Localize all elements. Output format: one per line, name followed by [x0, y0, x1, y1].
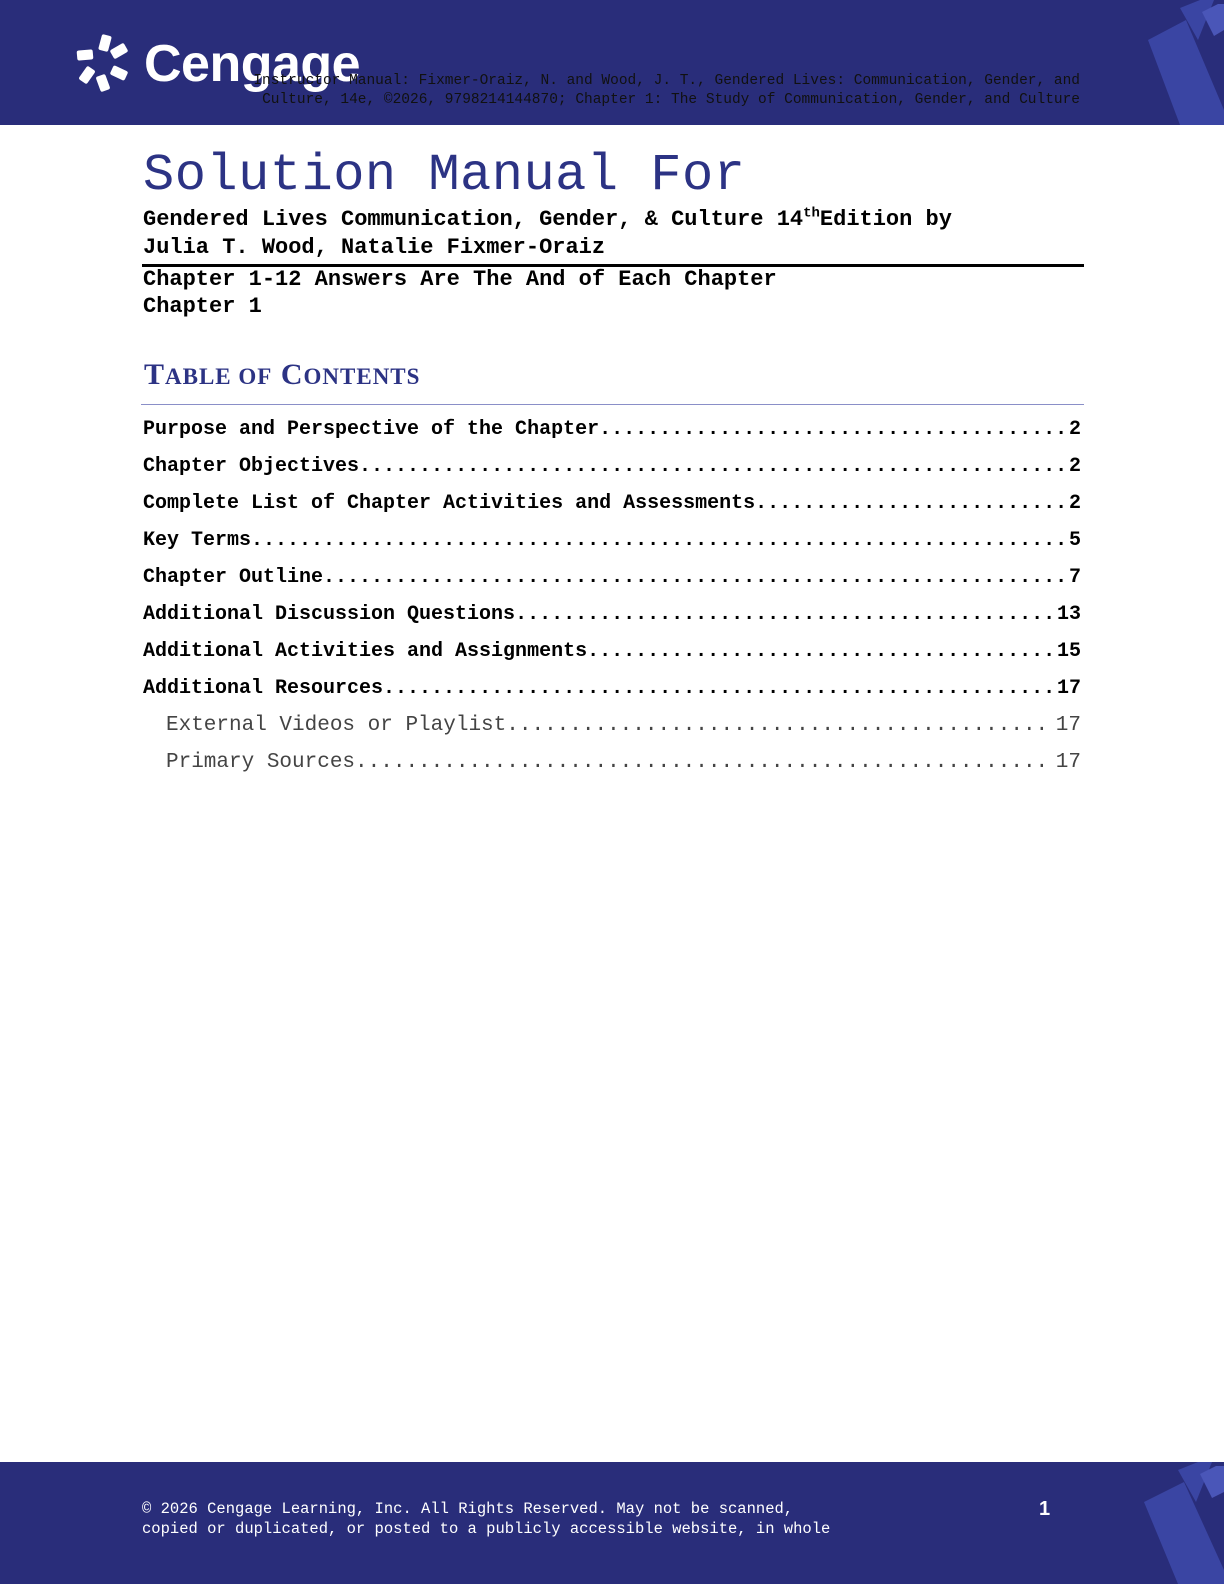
toc-entry-label: Key Terms: [143, 529, 252, 552]
toc-entry-label: External Videos or Playlist: [166, 714, 507, 737]
toc-heading-cap-1: T: [144, 358, 166, 391]
toc-divider: [141, 404, 1084, 405]
subtitle-part-2: Edition by: [819, 207, 952, 232]
toc-entry-page: 2: [1068, 418, 1081, 441]
toc-leader-dots: [323, 564, 1063, 592]
toc-entry-discussion-questions[interactable]: [143, 601, 1081, 638]
toc-entry-key-terms[interactable]: [143, 527, 1081, 564]
toc-entry-label: Additional Discussion Questions: [143, 603, 516, 626]
logo-wordmark: Cengage: [144, 35, 361, 93]
toc-entry-objectives[interactable]: [143, 453, 1081, 490]
toc-heading-rest-2: ONTENTS: [303, 364, 421, 389]
page-number: 1: [1039, 1498, 1051, 1520]
toc-entry-label: Purpose and Perspective of the Chapter: [143, 418, 600, 441]
book-subtitle: [143, 206, 1083, 234]
subtitle-part-1: Gendered Lives Communication, Gender, & Culture 14: [143, 207, 804, 232]
toc-leader-dots: [755, 490, 1063, 518]
toc-leader-dots: [251, 527, 1063, 555]
toc-entry-page: 17: [1055, 751, 1081, 774]
citation-line-2: Culture, 14e, ©2026, 9798214144870; Chapter 1: The Study of Communication, Gender, and Culture: [262, 92, 1080, 108]
toc-entry-page: 5: [1068, 529, 1081, 552]
table-of-contents: [143, 416, 1081, 786]
toc-entry-activities-assessments[interactable]: [143, 490, 1081, 527]
toc-entry-label: Chapter Outline: [143, 566, 324, 589]
toc-entry-chapter-outline[interactable]: [143, 564, 1081, 601]
toc-heading: [144, 358, 420, 392]
toc-entry-page: 17: [1055, 714, 1081, 737]
edition-superscript: th: [803, 205, 820, 222]
chapter-note: Chapter 1-12 Answers Are The And of Each Chapter: [143, 267, 777, 292]
chapter-number: Chapter 1: [143, 294, 262, 319]
toc-leader-dots: [383, 675, 1051, 703]
toc-entry-page: 13: [1056, 603, 1081, 626]
header-decoration-icon: [1140, 0, 1224, 125]
toc-entry-label: Primary Sources: [166, 751, 356, 774]
footer-decoration-icon: [1140, 1462, 1224, 1584]
copyright-line-2: copied or duplicated, or posted to a publicly accessible website, in whole: [142, 1519, 831, 1538]
toc-entry-label: Additional Activities and Assignments: [143, 640, 588, 663]
header-citation: [160, 72, 1080, 110]
toc-leader-dots: [599, 416, 1063, 444]
toc-entry-primary-sources[interactable]: [143, 749, 1081, 786]
page-title: Solution Manual For: [143, 146, 746, 205]
toc-entry-label: Additional Resources: [143, 677, 384, 700]
toc-entry-page: 2: [1068, 492, 1081, 515]
citation-line-1: Instructor Manual: Fixmer-Oraiz, N. and Wood, J. T., Gendered Lives: Communication, Gender, and: [253, 73, 1080, 89]
copyright-line-1: © 2026 Cengage Learning, Inc. All Rights Reserved. May not be scanned,: [142, 1500, 794, 1518]
toc-leader-dots: [359, 453, 1063, 481]
toc-entry-page: 2: [1068, 455, 1081, 478]
copyright-notice: [142, 1500, 872, 1540]
toc-entry-activities-assignments[interactable]: [143, 638, 1081, 675]
toc-leader-dots: [355, 749, 1050, 777]
toc-entry-purpose[interactable]: [143, 416, 1081, 453]
cengage-starburst-icon: [74, 33, 136, 95]
chapter-info: [143, 266, 777, 320]
toc-entry-additional-resources[interactable]: [143, 675, 1081, 712]
title-block: [143, 146, 1083, 262]
toc-leader-dots: [506, 712, 1050, 740]
toc-entry-external-videos[interactable]: [143, 712, 1081, 749]
book-authors: Julia T. Wood, Natalie Fixmer-Oraiz: [143, 235, 606, 260]
toc-heading-cap-2: C: [280, 358, 304, 391]
toc-entry-label: Complete List of Chapter Activities and Assessments: [143, 492, 756, 515]
toc-entry-label: Chapter Objectives: [143, 455, 360, 478]
toc-entry-page: 15: [1056, 640, 1081, 663]
toc-leader-dots: [587, 638, 1051, 666]
toc-leader-dots: [515, 601, 1051, 629]
toc-heading-rest-1: ABLE OF: [165, 364, 273, 389]
toc-entry-page: 17: [1056, 677, 1081, 700]
toc-entry-page: 7: [1068, 566, 1081, 589]
